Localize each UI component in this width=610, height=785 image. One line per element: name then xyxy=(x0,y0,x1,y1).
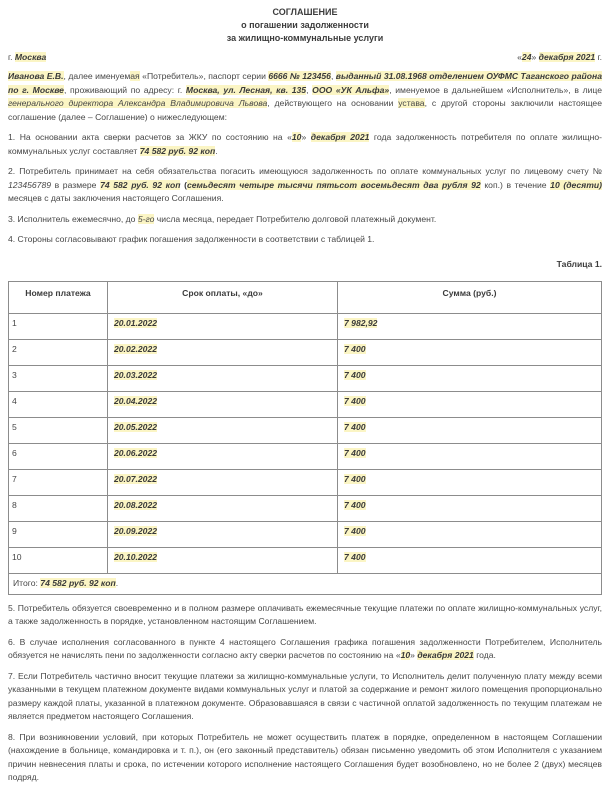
highlighted-value: 20.06.2022 xyxy=(114,447,158,458)
table-header-row xyxy=(9,281,602,313)
highlighted-value: 7 400 xyxy=(344,447,366,458)
table-total-cell xyxy=(9,573,602,594)
text-segment: г. xyxy=(8,52,15,62)
table-row xyxy=(9,469,602,495)
clause-2 xyxy=(8,165,602,206)
highlighted-value: 20.10.2022 xyxy=(114,551,158,562)
highlighted-value: 20.02.2022 xyxy=(114,343,158,354)
highlighted-value: декабря 2021 xyxy=(310,132,370,142)
text-segment: 4. Стороны согласовывают график погашения задолженности в соответствии с таблицей 1. xyxy=(8,234,375,244)
due-date-cell xyxy=(108,365,338,391)
text-segment: года задолженность потребителя по оплате жилищно-коммунальных услуг составляет xyxy=(8,132,602,156)
highlighted-value: 20.03.2022 xyxy=(114,369,158,380)
table-total-row xyxy=(9,573,602,594)
payments-table-body xyxy=(9,313,602,573)
text-segment: , действующего на основании xyxy=(267,98,399,108)
highlighted-value: 7 400 xyxy=(344,369,366,380)
text-segment: 6. В случае исполнения согласованного в пункте 4 настоящего Соглашения графика погашения задолженности Потребителем, Исполнитель обязуется не начислять пени по задолженности согласно акту сверки расчетов по состоянию на « xyxy=(8,636,602,660)
text-segment: . xyxy=(215,145,218,156)
clause-7 xyxy=(8,670,602,724)
highlighted-value: ООО «УК Альфа» xyxy=(312,84,390,95)
text-segment: числа месяца, передает Потребителю долговой платежный документ. xyxy=(154,213,437,224)
table-row xyxy=(9,313,602,339)
place-label xyxy=(8,51,46,63)
payments-table xyxy=(8,281,602,595)
amount-cell xyxy=(338,495,602,521)
intro-paragraph xyxy=(8,70,602,124)
amount-cell xyxy=(338,417,602,443)
table-row xyxy=(9,495,602,521)
highlighted-value: 20.01.2022 xyxy=(114,317,158,328)
text-segment: 1. На основании акта сверки расчетов за ЖКУ по состоянию на « xyxy=(8,132,292,142)
highlighted-value: 74 582 руб. 92 коп xyxy=(40,577,116,588)
payment-number-cell: 4 xyxy=(9,391,108,417)
highlighted-value: ая xyxy=(130,71,140,81)
col-header-due-date: Срок оплаты, «до» xyxy=(108,281,338,313)
highlighted-value: 7 400 xyxy=(344,525,366,536)
highlighted-value: 10 xyxy=(291,132,302,142)
text-segment: 8. При возникновении условий, при которых Потребитель не может осуществить платеж в порядке, определенном в настоящем Соглашении (нахождение в больнице, командировка и т. п.), он (его законный представитель) обязан письменно уведомить об этом Исполнителя с указанием причин невнесения платы и срока, по истечении которого исполнение настоящего Соглашения будет возобновлено, но не более 2 (двух) месяцев подряд. xyxy=(8,731,602,782)
due-date-cell xyxy=(108,443,338,469)
due-date-cell xyxy=(108,521,338,547)
highlighted-value: 7 400 xyxy=(344,343,366,354)
highlighted-value: декабря 2021 xyxy=(417,650,474,660)
table-label: Таблица 1. xyxy=(556,258,602,269)
due-date-cell xyxy=(108,495,338,521)
text-segment: 7. Если Потребитель частично вносит текущие платежи за жилищно-коммунальные услуги, то Исполнитель делит полученную плату между всеми указанными в текущем платежном документе видами коммунальных услуг и платой за содержание и ремонт жилого помещения пропорционально размеру каждой платы, указанной в платежном документе. Образовавшаяся в связи с частичной оплатой задолженность по текущим платежам не является предметом настоящего Соглашения. xyxy=(8,670,602,721)
highlighted-value: 7 400 xyxy=(344,395,366,406)
due-date-cell xyxy=(108,313,338,339)
text-segment: года. xyxy=(473,650,496,660)
text-segment: « xyxy=(517,52,522,62)
highlighted-value: Москва, ул. Лесная, кв. 135 xyxy=(185,84,307,95)
highlighted-value: семьдесят четыре тысячи пятьсот восемьдесят два рубля 92 xyxy=(186,179,481,190)
clause-5 xyxy=(8,602,602,629)
highlighted-value: 20.04.2022 xyxy=(114,395,158,406)
due-date-cell xyxy=(108,339,338,365)
text-segment: 123456789 xyxy=(8,179,52,190)
highlighted-value: 5-го xyxy=(137,213,155,224)
text-segment: 2. Потребитель принимает на себя обязательства погасить имеющуюся задолженность по оплате коммунальных услуг по лицевому счету № xyxy=(8,166,602,176)
due-date-cell xyxy=(108,417,338,443)
clause-4 xyxy=(8,233,602,247)
text-segment: , далее именуем xyxy=(63,71,131,81)
table-row xyxy=(9,391,602,417)
col-header-payment-number: Номер платежа xyxy=(9,281,108,313)
text-segment: Итого: xyxy=(13,577,41,588)
highlighted-value: декабря 2021 xyxy=(538,52,596,62)
table-row xyxy=(9,547,602,573)
amount-cell xyxy=(338,469,602,495)
table-row xyxy=(9,521,602,547)
payment-number-cell: 8 xyxy=(9,495,108,521)
due-date-cell xyxy=(108,391,338,417)
text-segment: в размере xyxy=(51,179,101,190)
highlighted-value: 10 (десяти) xyxy=(550,179,602,190)
text-segment: , проживающий по адресу: г. xyxy=(63,84,186,95)
clause-3 xyxy=(8,213,602,227)
payment-number-cell: 2 xyxy=(9,339,108,365)
highlighted-value: устава xyxy=(398,98,425,108)
highlighted-value: 20.05.2022 xyxy=(114,421,158,432)
text-segment: » xyxy=(301,132,311,142)
amount-cell xyxy=(338,339,602,365)
highlighted-value: 20.07.2022 xyxy=(114,473,158,484)
payment-number-cell: 6 xyxy=(9,443,108,469)
highlighted-value: 7 982,92 xyxy=(344,317,378,328)
date-label xyxy=(517,51,602,63)
highlighted-value: 6666 № 123456 xyxy=(268,71,331,81)
payment-number-cell: 10 xyxy=(9,547,108,573)
highlighted-value: генерального директора Александра Владимировича Львова xyxy=(8,98,268,108)
text-segment: , xyxy=(330,71,336,81)
text-segment: ( xyxy=(180,179,187,190)
amount-cell xyxy=(338,365,602,391)
text-segment: » xyxy=(410,650,418,660)
due-date-cell xyxy=(108,469,338,495)
highlighted-value: 74 582 руб. 92 коп xyxy=(139,145,216,156)
text-segment: г. xyxy=(595,52,602,62)
highlighted-value: выданный 31.08.1968 отделением ОУФМС Таганского района по г. Москве xyxy=(8,71,602,95)
due-date-cell xyxy=(108,547,338,573)
text-segment: 3. Исполнитель ежемесячно, до xyxy=(8,213,138,224)
text-segment: , с другой стороны заключили настоящее соглашение (далее – Соглашение) о нижеследующем: xyxy=(8,98,602,122)
text-segment: месяцев с даты заключения настоящего Соглашения. xyxy=(8,193,224,203)
payment-number-cell: 7 xyxy=(9,469,108,495)
table-row xyxy=(9,443,602,469)
document-title xyxy=(8,6,602,45)
amount-cell xyxy=(338,313,602,339)
amount-cell xyxy=(338,547,602,573)
payment-number-cell: 1 xyxy=(9,313,108,339)
amount-cell xyxy=(338,391,602,417)
text-segment: » xyxy=(531,52,539,62)
highlighted-value: 24 xyxy=(521,52,532,62)
col-header-amount: Сумма (руб.) xyxy=(338,281,602,313)
text-segment: , именуемое в дальнейшем «Исполнитель», в лице xyxy=(389,84,602,95)
title-line-3: за жилищно-коммунальные услуги xyxy=(226,33,384,43)
table-row xyxy=(9,339,602,365)
amount-cell xyxy=(338,521,602,547)
clause-8 xyxy=(8,731,602,785)
clause-1 xyxy=(8,131,602,158)
payment-number-cell: 9 xyxy=(9,521,108,547)
highlighted-value: 74 582 руб. 92 коп xyxy=(100,179,181,190)
highlighted-value: Москва xyxy=(14,52,47,62)
dateline xyxy=(8,51,602,63)
payment-number-cell: 5 xyxy=(9,417,108,443)
text-segment: «Потребитель», паспорт серии xyxy=(139,71,269,81)
highlighted-value: 20.09.2022 xyxy=(114,525,158,536)
highlighted-value: 7 400 xyxy=(344,499,366,510)
highlighted-value: Иванова Е.В. xyxy=(8,71,64,81)
title-line-2: о погашении задолженности xyxy=(241,20,369,30)
highlighted-value: 7 400 xyxy=(344,421,366,432)
highlighted-value: 20.08.2022 xyxy=(114,499,158,510)
amount-cell xyxy=(338,443,602,469)
clause-6 xyxy=(8,636,602,663)
text-segment: коп.) в течение xyxy=(480,179,551,190)
title-line-1: СОГЛАШЕНИЕ xyxy=(272,7,338,17)
text-segment: 5. Потребитель обязуется своевременно и в полном размере оплачивать ежемесячные текущие платежи по оплате жилищно-коммунальных услуг, а также задолженность в порядке, установленном настоящим Соглашением. xyxy=(8,602,602,626)
text-segment: , xyxy=(306,84,313,95)
highlighted-value: 10 xyxy=(400,650,411,660)
highlighted-value: 7 400 xyxy=(344,473,366,484)
payment-number-cell: 3 xyxy=(9,365,108,391)
table-row xyxy=(9,417,602,443)
text-segment: . xyxy=(115,577,119,588)
highlighted-value: 7 400 xyxy=(344,551,366,562)
table-row xyxy=(9,365,602,391)
